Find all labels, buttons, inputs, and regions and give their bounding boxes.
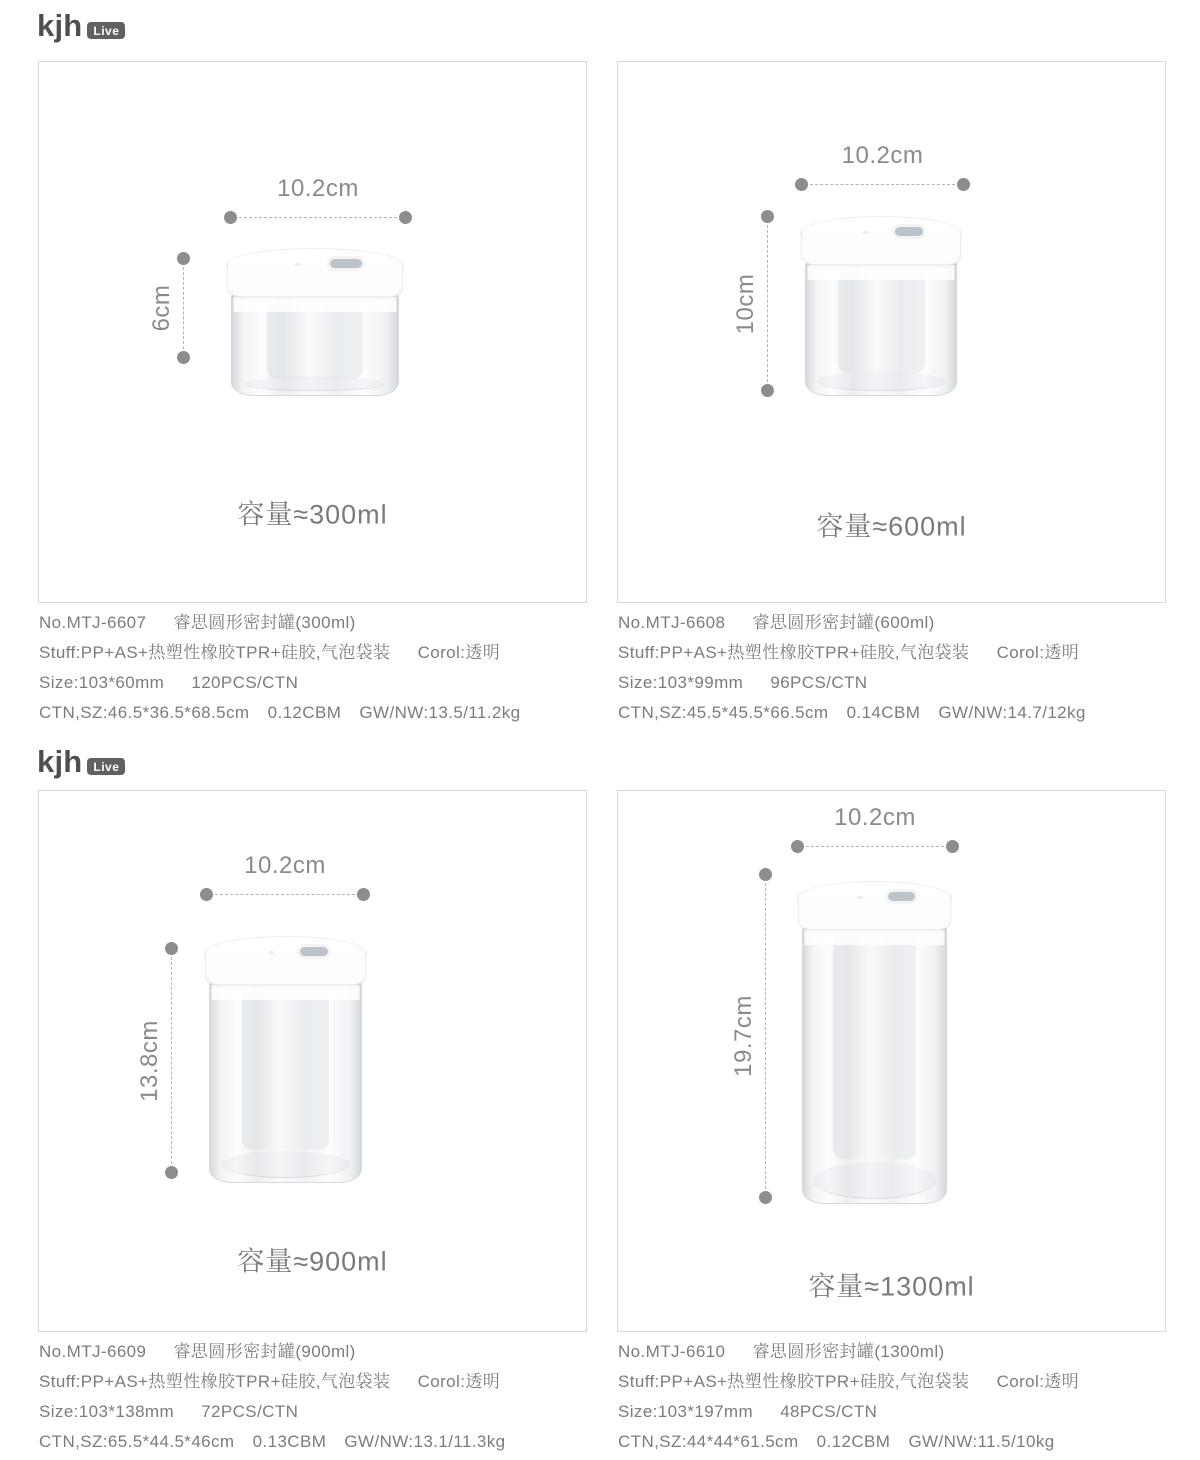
dimension-dot: [759, 1191, 772, 1204]
product-size: Size:103*138mm: [39, 1402, 175, 1421]
width-dimension-line: [239, 217, 397, 218]
product-color: Corol:透明: [417, 1372, 501, 1391]
dimension-dot: [759, 868, 772, 881]
detail-line: [618, 638, 1166, 668]
product-name: 睿思圆形密封罐(600ml): [752, 613, 935, 632]
jar-lid-rim: [227, 264, 403, 297]
capacity-label: 容量≈300ml: [237, 499, 388, 530]
detail-line: [39, 1367, 587, 1397]
product-section: [617, 61, 1166, 761]
detail-line: [618, 1397, 1166, 1427]
product-material: Stuff:PP+AS+热塑性橡胶TPR+硅胶,气泡袋装: [39, 1372, 391, 1391]
detail-line: [39, 638, 587, 668]
height-dimension-line: [183, 267, 184, 349]
jar-lid: [797, 881, 952, 933]
jar-lid: [226, 248, 404, 300]
jar-illustration: [800, 216, 962, 396]
product-material: Stuff:PP+AS+热塑性橡胶TPR+硅胶,气泡袋装: [618, 643, 970, 662]
product-material: Stuff:PP+AS+热塑性橡胶TPR+硅胶,气泡袋装: [39, 643, 391, 662]
dimension-dot: [399, 211, 412, 224]
detail-line: [618, 1427, 1166, 1457]
dimension-dot: [224, 211, 237, 224]
product-details: [618, 608, 1166, 728]
product-packing: 120PCS/CTN: [191, 673, 299, 692]
height-dimension-label: 13.8cm: [136, 1019, 163, 1102]
width-dimension-line: [806, 846, 944, 847]
product-number: No.MTJ-6607: [39, 613, 147, 632]
jar-vacuum-button-icon: [297, 944, 331, 959]
product-cbm: 0.12CBM: [267, 703, 342, 722]
detail-line: [39, 698, 587, 728]
product-number: No.MTJ-6609: [39, 1342, 147, 1361]
height-dimension-line: [765, 883, 766, 1189]
product-panel: [617, 61, 1166, 603]
product-number: No.MTJ-6608: [618, 613, 726, 632]
jar-illustration: [226, 248, 404, 396]
product-panel: [38, 790, 587, 1332]
jar-vacuum-button-icon: [892, 224, 926, 239]
jar-lid-vent-icon: [268, 951, 274, 954]
jar-lid-rim: [798, 897, 951, 930]
product-weight: GW/NW:14.7/12kg: [938, 703, 1086, 722]
product-cbm: 0.12CBM: [816, 1432, 891, 1451]
live-badge: Live: [87, 758, 125, 775]
detail-line: [618, 698, 1166, 728]
height-dimension-line: [767, 225, 768, 382]
jar-illustration: [204, 936, 367, 1183]
jar-illustration: [797, 881, 952, 1204]
jar-body: [209, 980, 362, 1183]
product-name: 睿思圆形密封罐(900ml): [173, 1342, 356, 1361]
product-size: Size:103*197mm: [618, 1402, 754, 1421]
width-dimension-line: [810, 184, 955, 185]
dimension-dot: [357, 888, 370, 901]
width-dimension-label: 10.2cm: [244, 852, 326, 879]
product-size: Size:103*60mm: [39, 673, 165, 692]
dimension-dot: [200, 888, 213, 901]
product-name: 睿思圆形密封罐(300ml): [173, 613, 356, 632]
live-badge: Live: [87, 22, 125, 39]
product-size: Size:103*99mm: [618, 673, 744, 692]
product-details: [39, 608, 587, 728]
dimension-dot: [177, 252, 190, 265]
detail-line: [39, 1427, 587, 1457]
product-carton-size: CTN,SZ:45.5*45.5*66.5cm: [618, 703, 829, 722]
brand-logo: [37, 10, 125, 41]
jar-lid: [204, 936, 367, 988]
width-dimension-label: 10.2cm: [841, 142, 924, 169]
jar-vacuum-button-icon: [885, 889, 918, 904]
jar-lid: [800, 216, 962, 268]
product-color: Corol:透明: [996, 1372, 1080, 1391]
product-color: Corol:透明: [417, 643, 501, 662]
product-carton-size: CTN,SZ:46.5*36.5*68.5cm: [39, 703, 250, 722]
height-dimension-label: 6cm: [148, 284, 175, 332]
height-dimension-label: 10cm: [732, 273, 759, 334]
product-number: No.MTJ-6610: [618, 1342, 726, 1361]
brand-name: kjh: [37, 8, 83, 43]
product-panel: [617, 790, 1166, 1332]
width-dimension-line: [215, 894, 355, 895]
jar-lid-rim: [205, 952, 366, 985]
product-panel: [38, 61, 587, 603]
product-section: [617, 790, 1166, 1460]
detail-line: [618, 668, 1166, 698]
dimension-dot: [761, 210, 774, 223]
product-packing: 72PCS/CTN: [201, 1402, 299, 1421]
product-weight: GW/NW:11.5/10kg: [908, 1432, 1055, 1451]
height-dimension-label: 19.7cm: [730, 995, 757, 1077]
product-details: [618, 1337, 1166, 1457]
height-dimension-line: [171, 957, 172, 1164]
jar-lid-rim: [801, 232, 961, 265]
product-color: Corol:透明: [996, 643, 1080, 662]
dimension-dot: [795, 178, 808, 191]
dimension-dot: [165, 942, 178, 955]
product-name: 睿思圆形密封罐(1300ml): [752, 1342, 945, 1361]
jar-body: [805, 260, 957, 396]
detail-line: [39, 608, 587, 638]
dimension-dot: [165, 1166, 178, 1179]
capacity-label: 容量≈1300ml: [808, 1271, 975, 1302]
product-details: [39, 1337, 587, 1457]
jar-vacuum-button-icon: [327, 256, 364, 271]
dimension-dot: [791, 840, 804, 853]
dimension-dot: [761, 384, 774, 397]
detail-line: [39, 1337, 587, 1367]
product-cbm: 0.13CBM: [252, 1432, 327, 1451]
product-weight: GW/NW:13.1/11.3kg: [344, 1432, 506, 1451]
product-packing: 48PCS/CTN: [780, 1402, 878, 1421]
product-carton-size: CTN,SZ:44*44*61.5cm: [618, 1432, 799, 1451]
detail-line: [39, 668, 587, 698]
dimension-dot: [946, 840, 959, 853]
product-material: Stuff:PP+AS+热塑性橡胶TPR+硅胶,气泡袋装: [618, 1372, 970, 1391]
product-packing: 96PCS/CTN: [770, 673, 868, 692]
detail-line: [39, 1397, 587, 1427]
product-section: [38, 790, 587, 1460]
product-weight: GW/NW:13.5/11.2kg: [359, 703, 521, 722]
capacity-label: 容量≈600ml: [816, 511, 967, 542]
brand-name: kjh: [37, 744, 83, 779]
detail-line: [618, 1367, 1166, 1397]
product-section: [38, 61, 587, 761]
width-dimension-label: 10.2cm: [834, 804, 916, 831]
dimension-dot: [957, 178, 970, 191]
product-cbm: 0.14CBM: [846, 703, 921, 722]
width-dimension-label: 10.2cm: [277, 175, 359, 202]
detail-line: [618, 1337, 1166, 1367]
jar-body: [802, 925, 947, 1204]
detail-line: [618, 608, 1166, 638]
product-carton-size: CTN,SZ:65.5*44.5*46cm: [39, 1432, 235, 1451]
dimension-dot: [177, 351, 190, 364]
capacity-label: 容量≈900ml: [237, 1246, 388, 1277]
